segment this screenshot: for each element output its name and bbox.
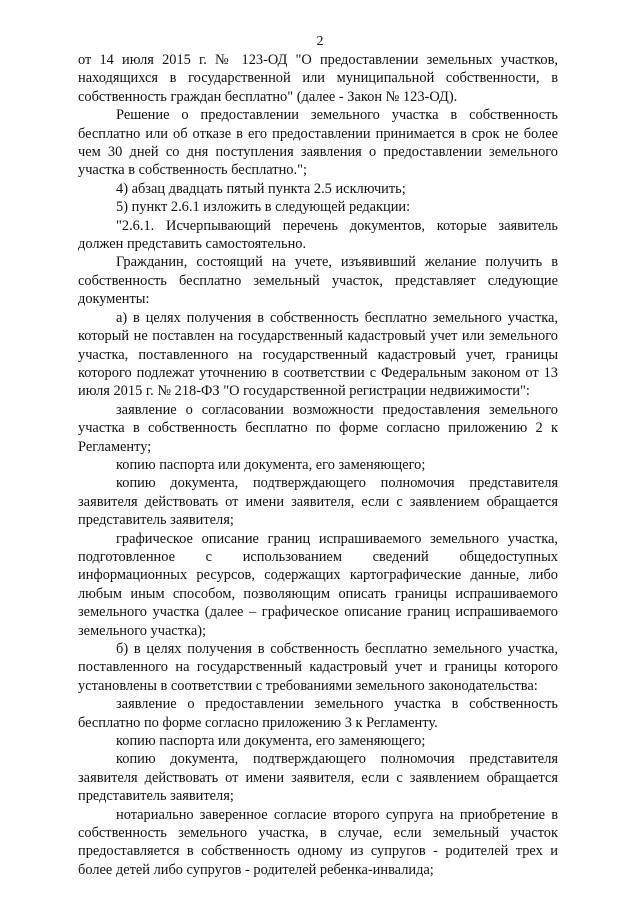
paragraph: копию документа, подтверждающего полномочия представителя заявителя действовать от имени заявителя, если с заявлением обращается представитель заявителя; — [78, 751, 558, 805]
paragraph: 5) пункт 2.6.1 изложить в следующей редакции: — [116, 199, 411, 216]
paragraph: б) в целях получения в собственность бесплатно земельного участка, поставленного на государственный кадастровый учет и границы которого установлены в соответствии с требованиями земельного законодательства: — [78, 641, 558, 694]
paragraph: Решение о предоставлении земельного участка в собственность бесплатно или об отказе в его предоставлении принимается в срок не более чем 30 дней со дня поступления заявления о предоставлении земельного участка в собственность бесплатно."; — [78, 107, 558, 179]
paragraph: заявление о предоставлении земельного участка в собственность бесплатно по форме согласно приложению 3 к Регламенту. — [78, 696, 558, 731]
paragraph: а) в целях получения в собственность бесплатно земельного участка, который не поставлен на государственный кадастровый учет или земельного участка, поставленного на государственный кадастровый учет, границы которого подлежат уточнению в соответствии с Федеральным законом от 13 июля 2015 г. № 218-ФЗ "О государственной регистрации недвижимости": — [78, 309, 558, 400]
paragraph: 4) абзац двадцать пятый пункта 2.5 исключить; — [116, 180, 406, 197]
paragraph: копию паспорта или документа, его заменяющего; — [116, 733, 426, 750]
paragraph: копию паспорта или документа, его заменяющего; — [116, 456, 426, 473]
document-body — [78, 51, 558, 879]
paragraph: копию документа, подтверждающего полномочия представителя заявителя действовать от имени заявителя, если с заявлением обращается представитель заявителя; — [78, 475, 558, 529]
paragraph: от 14 июля 2015 г. № 123-ОД "О предоставлении земельных участков, находящихся в государственной или муниципальной собственности, в собственность граждан бесплатно" (далее - Закон № 123-ОД). — [78, 52, 558, 105]
paragraph: заявление о согласовании возможности предоставления земельного участка в собственность бесплатно по форме согласно приложению 2 к Регламенту; — [78, 401, 558, 455]
paragraph: нотариально заверенное согласие второго супруга на приобретение в собственность земельного участка, в случае, если земельный участок предоставляется в собственность одному из супругов - родителей трех и более детей либо супругов - родителей ребенка-инвалида; — [78, 806, 558, 878]
paragraph: Гражданин, состоящий на учете, изъявивший желание получить в собственность бесплатно земельный участок, представляет следующие документы: — [78, 254, 558, 308]
page-number: 2 — [316, 34, 324, 49]
paragraph: графическое описание границ испрашиваемого земельного участка, подготовленное с использованием сведений общедоступных информационных ресурсов, содержащих картографические данные, либо любым иным способом, позволяющим описать границы испрашиваемого земельного участка (далее – графическое описание границ испрашиваемого земельного участка); — [78, 530, 558, 639]
paragraph: "2.6.1. Исчерпывающий перечень документов, которые заявитель должен представить самостоятельно. — [78, 217, 558, 253]
